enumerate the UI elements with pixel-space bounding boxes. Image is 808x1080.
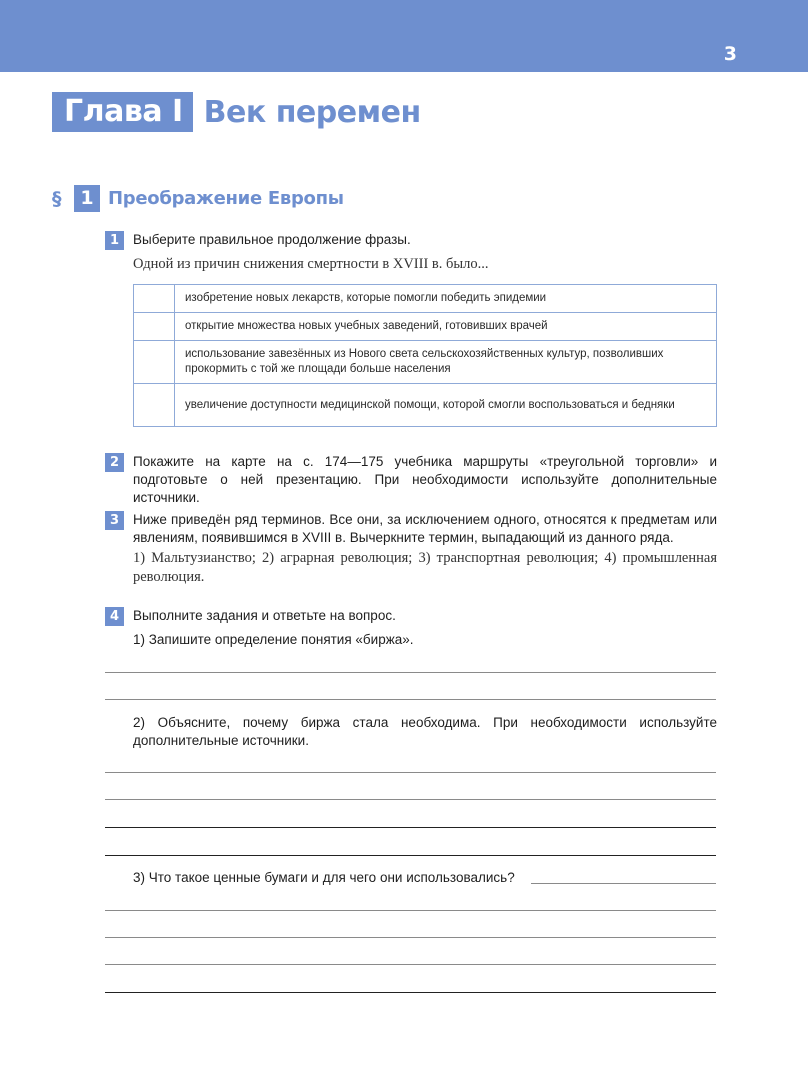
answer-line[interactable] [105, 910, 716, 911]
subtask-2-text: 2) Объясните, почему биржа стала необходима. При необходимости используйте дополнительные источники. [133, 715, 717, 748]
answer-line[interactable] [105, 672, 716, 673]
task-2-number: 2 [105, 453, 124, 472]
section-number: 1 [74, 185, 100, 212]
answer-option-row [134, 341, 717, 384]
answer-option-text: увеличение доступности медицинской помощи, которой смогли воспользоваться и бедняки [175, 384, 717, 427]
answer-options-table [133, 284, 717, 427]
answer-checkbox[interactable] [134, 313, 175, 341]
header-bar [0, 0, 808, 72]
chapter-label: Глава I [52, 92, 193, 132]
answer-line[interactable] [105, 699, 716, 700]
answer-line[interactable] [105, 827, 716, 828]
section-title: Преображение Европы [108, 188, 344, 209]
answer-option-text: использование завезённых из Нового света сельскохозяйственных культур, позволивших прокормить с той же площади больше населения [175, 341, 717, 384]
page-number: 3 [723, 43, 737, 65]
task-1-prompt: Одной из причин снижения смертности в XVIII в. было... [133, 256, 489, 272]
task-4-number: 4 [105, 607, 124, 626]
answer-line[interactable] [105, 799, 716, 800]
task-1-instruction: Выберите правильное продолжение фразы. [133, 232, 411, 247]
answer-checkbox[interactable] [134, 285, 175, 313]
answer-line[interactable] [105, 992, 716, 993]
answer-option-row [134, 285, 717, 313]
answer-line[interactable] [105, 855, 716, 856]
subtask-3-text: 3) Что такое ценные бумаги и для чего они использовались? [133, 870, 515, 885]
answer-option-row [134, 313, 717, 341]
task-4-instruction: Выполните задания и ответьте на вопрос. [133, 608, 396, 623]
answer-option-text: изобретение новых лекарств, которые помогли победить эпидемии [175, 285, 717, 313]
answer-option-text: открытие множества новых учебных заведений, готовивших врачей [175, 313, 717, 341]
section-heading [52, 185, 344, 212]
answer-line[interactable] [105, 964, 716, 965]
task-3-number: 3 [105, 511, 124, 530]
answer-checkbox[interactable] [134, 341, 175, 384]
task-3-instruction: Ниже приведён ряд терминов. Все они, за исключением одного, относятся к предметам или явлениям, появившимся в XVIII в. Вычеркните термин, выпадающий из данного ряда. [133, 512, 717, 545]
answer-option-row [134, 384, 717, 427]
answer-line-inline[interactable] [531, 883, 716, 884]
task-2-instruction: Покажите на карте на с. 174—175 учебника маршруты «треугольной торговли» и подготовьте о ней презентацию. При необходимости используйте дополнительные источники. [133, 454, 717, 505]
subtask-1-text: 1) Запишите определение понятия «биржа». [133, 632, 414, 647]
answer-checkbox[interactable] [134, 384, 175, 427]
answer-line[interactable] [105, 937, 716, 938]
answer-line[interactable] [105, 772, 716, 773]
task-1-number: 1 [105, 231, 124, 250]
task-3-terms: 1) Мальтузианство; 2) аграрная революция; 3) транспортная революция; 4) промышленная революция. [133, 550, 717, 585]
chapter-heading [52, 92, 421, 132]
chapter-title: Век перемен [203, 94, 421, 130]
section-sign: § [52, 187, 62, 210]
